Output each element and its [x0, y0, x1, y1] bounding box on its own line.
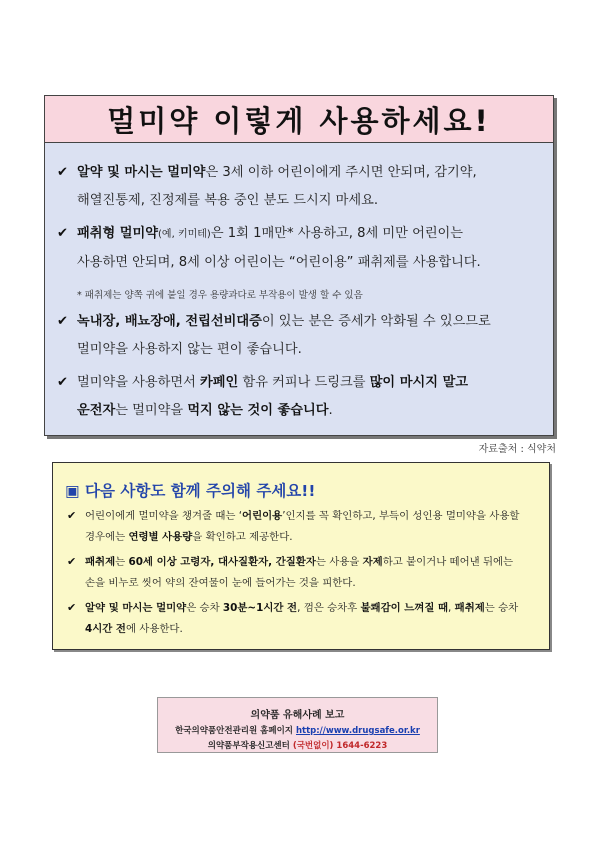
info-item-tablets: ✔ 알약 및 마시는 멀미약은 3세 이하 어린이에게 주시면 안되며, 감기약, 해열진통제, 진정제를 복용 중인 분도 드시지 마세요.: [57, 159, 543, 215]
check-mark-icon: ✔: [67, 601, 77, 614]
caution-title: ▣ 다음 사항도 함께 주의해 주세요!!: [65, 482, 316, 500]
info-item-caffeine: ✔ 멀미약을 사용하면서 카페인 함유 커피나 드링크를 많이 마시지 말고 운전자는 멀미약을 먹지 않는 것이 좋습니다.: [57, 369, 543, 425]
check-mark-icon: ✔: [67, 555, 77, 568]
report-phone-line: 의약품부작용신고센터 (국번없이) 1644-6223: [207, 741, 388, 751]
check-mark-icon: ✔: [67, 509, 77, 522]
caution-item-children: ✔ 어린이에게 멀미약을 챙겨줄 때는 ‘어린이용’인지를 꼭 확인하고, 부득이 성인용 멀미약을 사용할 경우에는 연령별 사용량을 확인하고 제공한다.: [67, 505, 539, 548]
report-title: 의약품 유해사례 보고: [250, 710, 345, 721]
check-mark-icon: ✔: [57, 165, 69, 180]
title-banner: [44, 95, 554, 143]
info-item-conditions: ✔ 녹내장, 배뇨장애, 전립선비대증이 있는 분은 증세가 악화될 수 있으므로 멀미약을 사용하지 않는 편이 좋습니다.: [57, 308, 543, 364]
main-info-box: [44, 143, 554, 436]
drugsafe-link[interactable]: http://www.drugsafe.or.kr: [295, 726, 420, 736]
caution-box: [52, 462, 550, 650]
report-website-line: 한국의약품안전관리원 홈페이지 http://www.drugsafe.or.kr: [175, 726, 420, 736]
check-mark-icon: ✔: [57, 314, 69, 329]
page-title: 멀미약 이렇게 사용하세요!: [107, 103, 491, 138]
caution-item-patch: ✔ 패취제는 60세 이상 고령자, 대사질환자, 간질환자는 사용을 자제하고 붙이거나 떼어낸 뒤에는 손을 비누로 씻어 약의 잔여물이 눈에 들어가는 것을 피한다.: [67, 551, 539, 594]
check-mark-icon: ✔: [57, 226, 69, 241]
patch-footnote: * 패취제는 양쪽 귀에 붙일 경우 용량과다로 부작용이 발생 할 수 있음: [77, 290, 363, 301]
report-phone-number: 1644-6223: [336, 741, 388, 751]
source-credit: 자료출처 : 식약처: [478, 444, 556, 455]
adverse-event-report-box: [157, 697, 438, 753]
caution-item-timing: ✔ 알약 및 마시는 멀미약은 승차 30분~1시간 전, 껌은 승차후 불쾌감이 느껴질 때, 패취제는 승차 4시간 전에 사용한다.: [67, 597, 539, 640]
info-item-patch: ✔ 패취형 멀미약(예, 키미테)은 1회 1매만* 사용하고, 8세 미만 어린이는 사용하면 안되며, 8세 이상 어린이는 “어린이용” 패취제를 사용합니다.: [57, 220, 543, 277]
check-mark-icon: ✔: [57, 375, 69, 390]
